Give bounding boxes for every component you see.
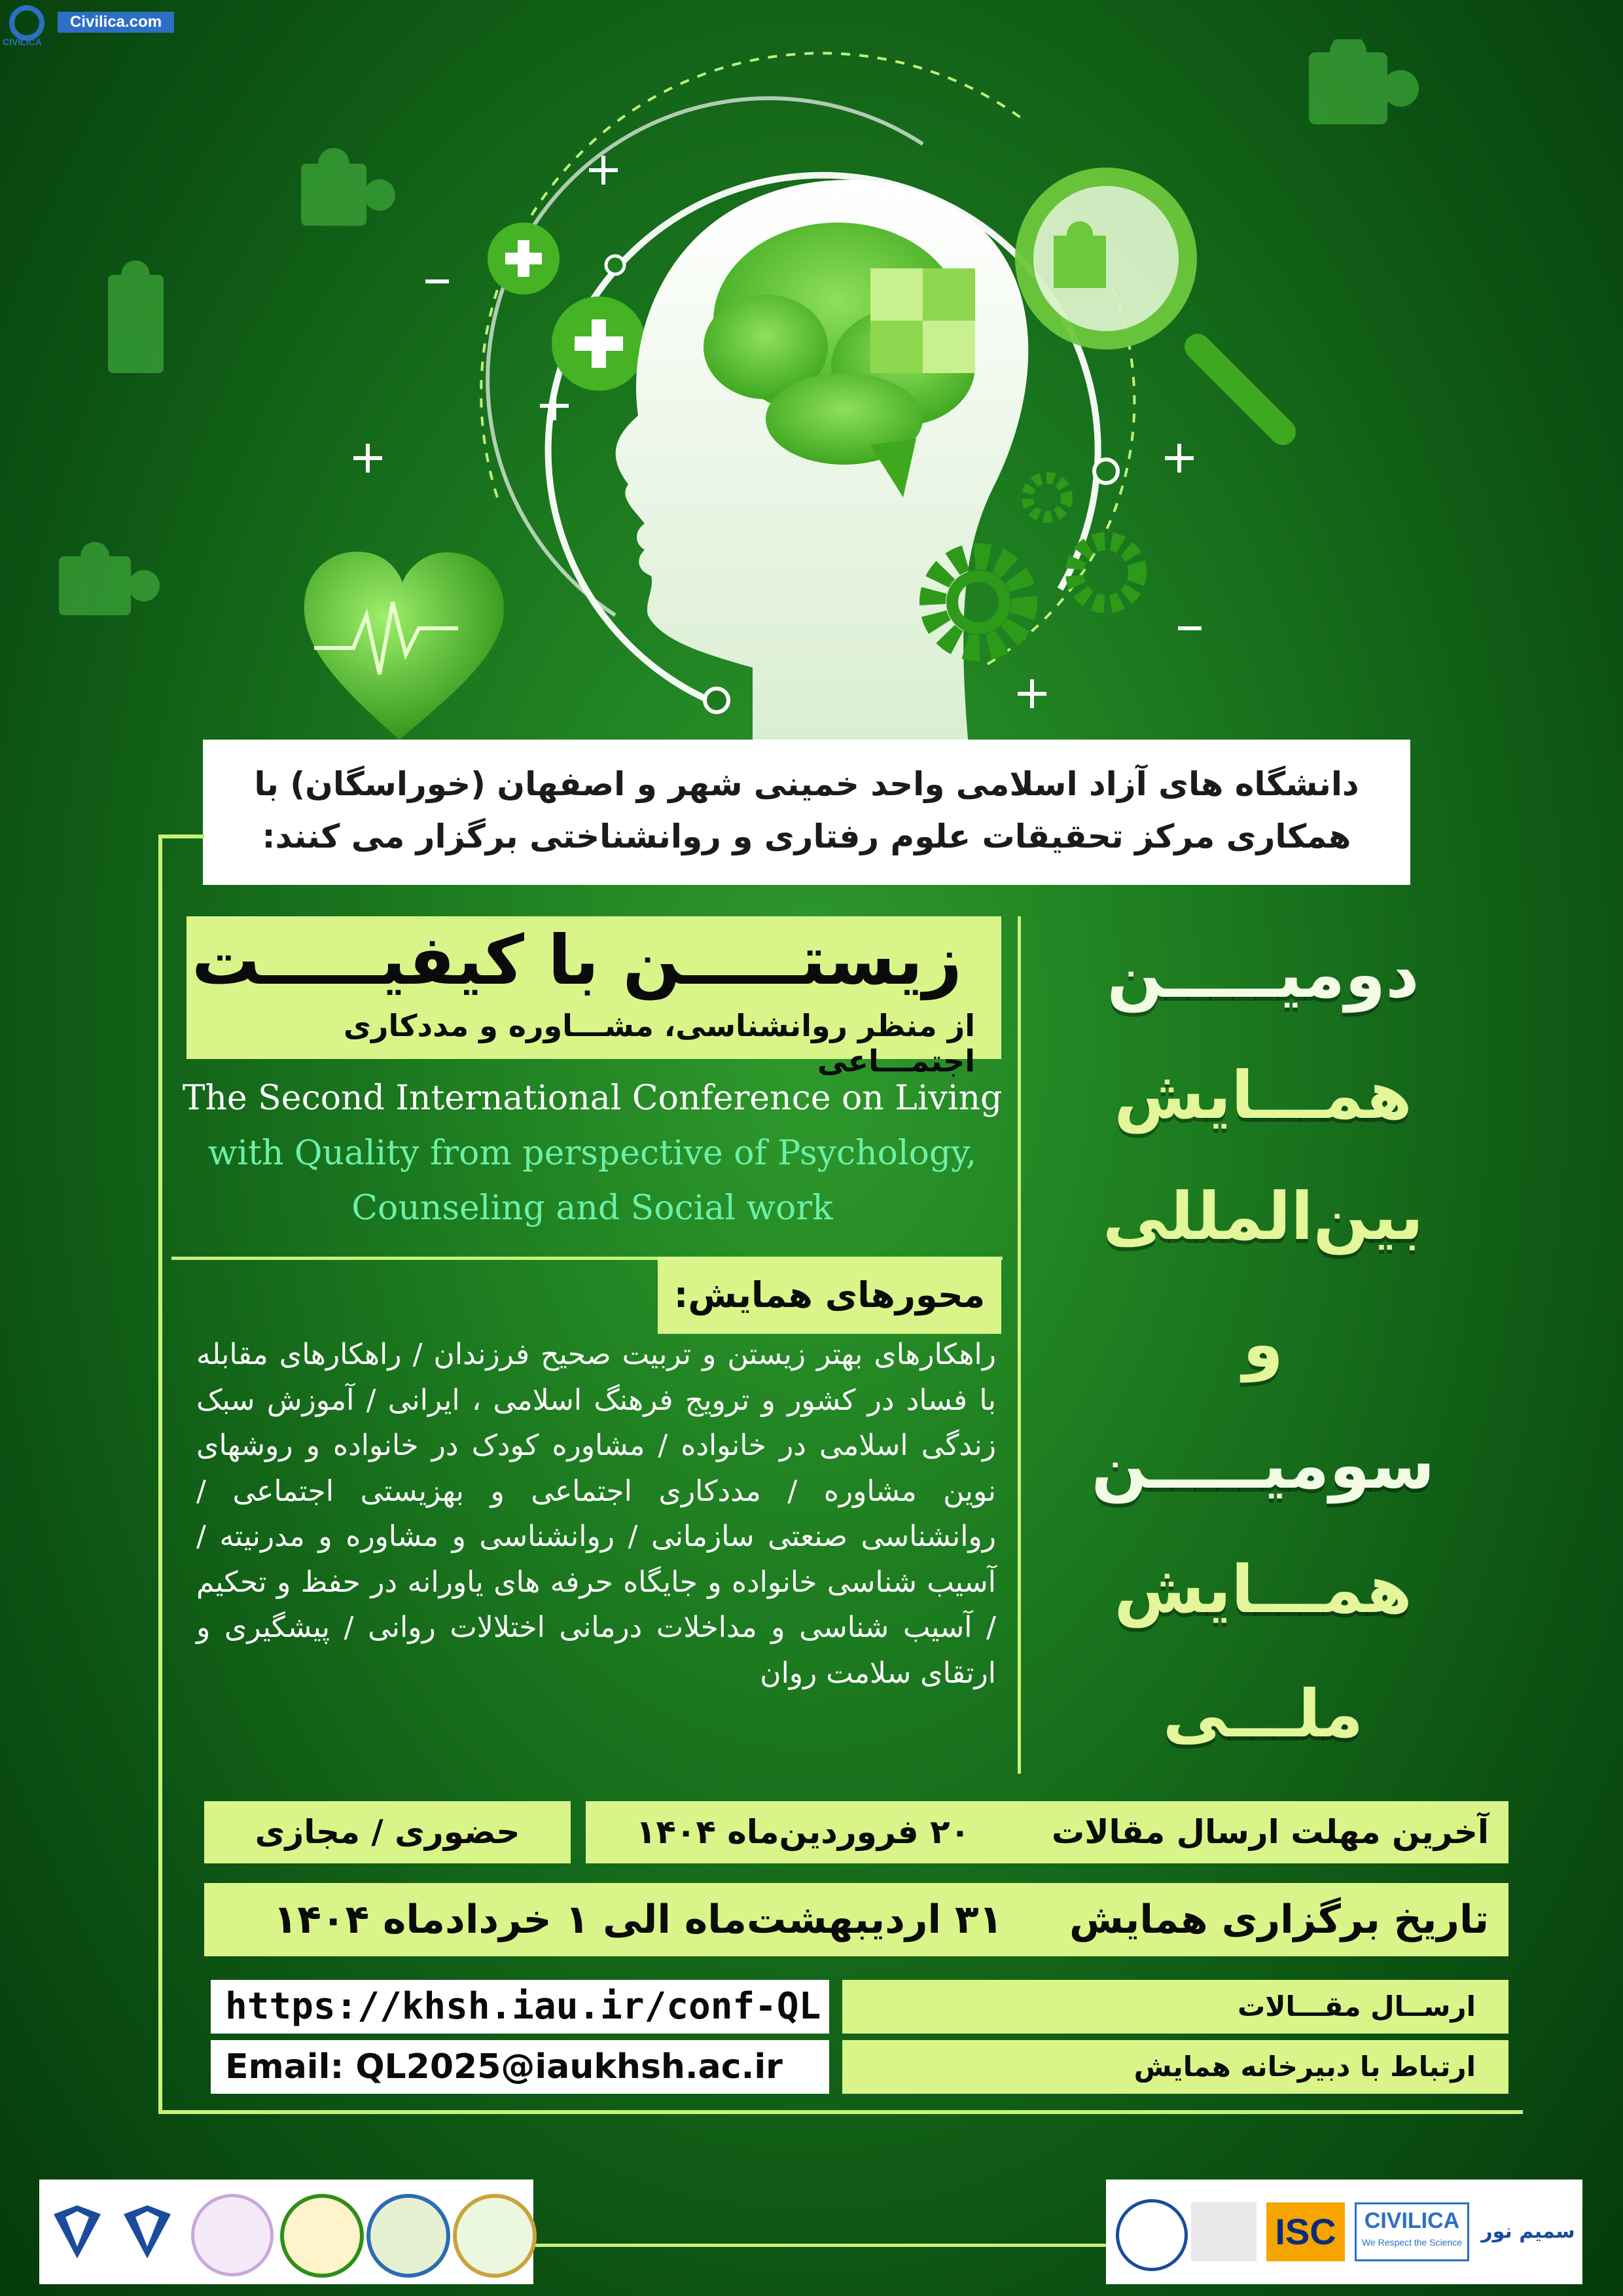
side-title-international: بین‌المللی: [1102, 1178, 1424, 1255]
civilica-sponsor-name: CIVILICA: [1364, 2208, 1460, 2233]
isc-logo: ISC: [1266, 2202, 1345, 2261]
bottom-accent-line: [533, 2244, 1106, 2247]
host-line-2: همکاری مرکز تحقیقات علوم رفتاری و روانشناختی برگزار می کنند:: [262, 817, 1351, 855]
side-title-national: ملـــی: [1162, 1676, 1364, 1752]
event-date-label: تاریخ برگزاری همایش: [1069, 1897, 1489, 1943]
civilica-sponsor-logo: [1355, 2202, 1469, 2261]
submit-papers-label: ارســال مقـــالات: [842, 1980, 1508, 2034]
university-emblem-logo: [1116, 2199, 1188, 2271]
civilica-sub-label: CIVILICA: [3, 37, 42, 47]
deadline-label: آخرین مهلت ارسال مقالات: [1051, 1813, 1489, 1851]
civilica-c-icon: [9, 5, 45, 41]
side-title-conference-1: همـــایش: [1114, 1057, 1412, 1134]
event-date-box: [204, 1883, 1508, 1956]
side-title-conference-2: همـــایش: [1114, 1551, 1412, 1628]
organizer-logos: [39, 2179, 533, 2284]
frame-top-line: [158, 834, 204, 838]
deadline-box: [586, 1801, 1508, 1863]
civilica-site-badge[interactable]: Civilica.com: [58, 12, 174, 33]
contact-secretariat-label: ارتباط با دبیرخانه همایش: [842, 2040, 1508, 2094]
civilica-sponsor-tagline: We Respect the Science: [1361, 2237, 1463, 2248]
frame-bottom-line: [158, 2110, 1523, 2114]
host-line-1: دانشگاه های آزاد اسلامی واحد خمینی شهر و اصفهان (خوراسگان) با: [254, 765, 1359, 803]
side-title-and: و: [1242, 1306, 1284, 1382]
frame-divider: [1018, 916, 1021, 1774]
medical-cross-icon: [488, 223, 646, 391]
side-title-third: سومیـــــن: [1091, 1427, 1435, 1503]
noor-logo: سمیم نور: [1481, 2220, 1575, 2243]
iau-logo-2: [115, 2202, 180, 2261]
contact-email-link[interactable]: Email: QL2025@iaukhsh.ac.ir: [211, 2040, 829, 2094]
sponsor-logos: [1106, 2179, 1582, 2284]
english-title-line-3: Counseling and Social work: [351, 1189, 833, 1228]
conference-title: زیستـــــن با کیفیـــــت: [191, 920, 962, 1000]
conference-title-box: [187, 916, 1001, 1079]
deadline-date: ۲۰ فروردین‌ماه ۱۴۰۴: [635, 1813, 971, 1851]
side-title-second: دومیـــــن: [1107, 936, 1419, 1013]
host-statement: [203, 740, 1410, 885]
axes-heading: محورهای همایش:: [658, 1257, 1001, 1334]
conference-subtitle: از منظر روانشناسی، مشـــاوره و مددکاری اجتمـــاعی: [343, 1008, 975, 1079]
pen-logo: [1191, 2202, 1257, 2261]
heart-icon: [304, 552, 504, 740]
counseling-association-logo: [280, 2194, 364, 2278]
iau-logo-1: [45, 2202, 110, 2261]
magnifier-icon: [1024, 177, 1283, 432]
attendance-mode: حضوری / مجازی: [204, 1801, 571, 1863]
event-date-value: ۳۱ اردیبهشت‌ماه الی ۱ خردادماه ۱۴۰۴: [273, 1897, 1003, 1943]
khorasgan-logo: [453, 2194, 537, 2278]
english-title-line-1: The Second International Conference on Living: [182, 1079, 1003, 1118]
research-center-logo: [366, 2194, 450, 2278]
head-illustration: [0, 39, 1623, 759]
conference-url-link[interactable]: https://khsh.iau.ir/conf-QL: [211, 1980, 829, 2034]
axes-body: راهکارهای بهتر زیستن و تربیت صحیح فرزندان / راهکارهای مقابله با فساد در کشور و ترویج فرهنگ اسلامی ، ایرانی / آموزش سبک زندگی اسلامی در خانواده / مشاوره کودک در خانواده و روشهای نوین مشاوره / مددکاری اجتماعی و بهزیستی اجتماعی / روانشناسی صنعتی سازمانی / روانشناسی و مشاوره و مدرنیته / آسیب شناسی خانواده و جایگاه حرفه های یاورانه در حفظ و تحکیم / آسیب شناسی و مداخلات درمانی اختلالات روانی / پیشگیری و ارتقای سلامت روان: [196, 1338, 996, 1690]
psychology-logo: [191, 2194, 274, 2276]
frame-left-line: [158, 834, 162, 2114]
english-title-line-2: with Quality from perspective of Psychology,: [207, 1134, 977, 1173]
